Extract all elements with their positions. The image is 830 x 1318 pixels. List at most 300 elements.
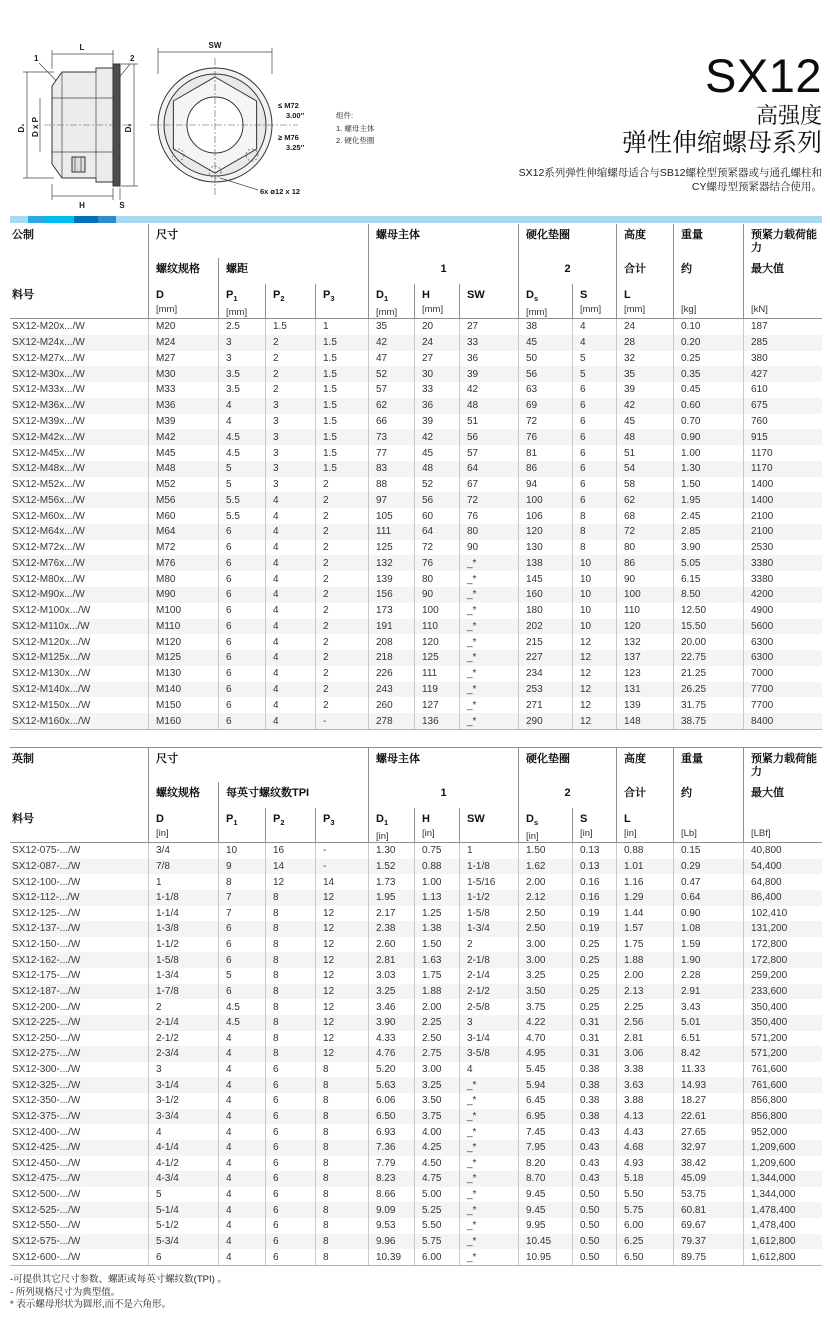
table-row	[10, 398, 822, 414]
value-cell: 3/4	[148, 843, 218, 859]
dim-D1-label: D₁	[17, 123, 26, 133]
value-cell: 6	[218, 634, 265, 650]
value-cell: 10	[572, 619, 616, 635]
table-row	[10, 666, 822, 682]
value-cell: 1.5	[315, 461, 368, 477]
value-cell: 3.03	[368, 968, 414, 984]
part-number-cell: SX12-325-.../W	[12, 1079, 81, 1091]
value-cell: 5-3/4	[148, 1234, 218, 1250]
value-cell: 16	[265, 843, 315, 859]
column-header: [Lb]	[673, 808, 743, 842]
value-cell: 39	[459, 366, 518, 382]
metric-table-body	[10, 319, 822, 730]
value-cell: M130	[148, 666, 218, 682]
value-cell: 6	[218, 952, 265, 968]
value-cell: 6	[265, 1187, 315, 1203]
value-cell: 4.5	[218, 999, 265, 1015]
value-cell: 3380	[743, 555, 822, 571]
part-number-cell: SX12-175-.../W	[12, 970, 81, 982]
value-cell: M30	[148, 366, 218, 382]
bar-segment	[28, 216, 46, 223]
table-row	[10, 874, 822, 890]
value-cell: 234	[518, 666, 572, 682]
value-cell: 4	[218, 1124, 265, 1140]
value-cell: 3380	[743, 571, 822, 587]
value-cell: 8	[315, 1109, 368, 1125]
value-cell: 8	[265, 999, 315, 1015]
value-cell: 8	[265, 921, 315, 937]
value-cell: 7700	[743, 682, 822, 698]
value-cell: _*	[459, 1187, 518, 1203]
value-cell: 0.50	[572, 1249, 616, 1265]
value-cell: 2-1/2	[148, 1031, 218, 1047]
value-cell: 4200	[743, 587, 822, 603]
value-cell: 761,600	[743, 1077, 822, 1093]
value-cell: 8	[572, 540, 616, 556]
approx-label: 约	[673, 782, 743, 808]
value-cell: 131,200	[743, 921, 822, 937]
value-cell: 14	[265, 859, 315, 875]
group-weight: 重量	[673, 748, 743, 782]
value-cell: 6	[218, 555, 265, 571]
value-cell: 72	[518, 414, 572, 430]
value-cell: _*	[459, 650, 518, 666]
value-cell: -	[315, 843, 368, 859]
part-number-cell: SX12-450-.../W	[12, 1157, 81, 1169]
value-cell: 0.38	[572, 1077, 616, 1093]
value-cell: 172,800	[743, 937, 822, 953]
value-cell: 0.50	[572, 1218, 616, 1234]
value-cell: M52	[148, 477, 218, 493]
column-header: $D_s$ [in]	[518, 808, 572, 842]
table-row	[10, 445, 822, 461]
value-cell: 4	[265, 555, 315, 571]
value-cell: 5.75	[616, 1202, 673, 1218]
value-cell: 202	[518, 619, 572, 635]
value-cell: 12	[315, 1015, 368, 1031]
value-cell: 53.75	[673, 1187, 743, 1203]
column-header: $P_2$	[265, 284, 315, 318]
value-cell: 83	[368, 461, 414, 477]
part-number-cell: SX12-275-.../W	[12, 1048, 81, 1060]
value-cell: 1,478,400	[743, 1202, 822, 1218]
value-cell: 180	[518, 603, 572, 619]
value-cell: 67	[459, 477, 518, 493]
value-cell: 4	[265, 650, 315, 666]
washer-number: 2	[518, 782, 616, 808]
value-cell: 0.43	[572, 1124, 616, 1140]
product-name: SX12	[705, 49, 822, 102]
value-cell: 110	[616, 603, 673, 619]
column-header: $P_1$	[218, 808, 265, 842]
value-cell: 0.50	[572, 1202, 616, 1218]
value-cell: _*	[459, 1124, 518, 1140]
part-number-cell: SX12-M33x.../W	[12, 384, 85, 396]
column-header: $P_2$	[265, 808, 315, 842]
column-header: $D_1$ [mm]	[368, 284, 414, 318]
group-preload-capacity: 预紧力载荷能力	[743, 748, 822, 782]
table-row	[10, 697, 822, 713]
value-cell: 6	[572, 429, 616, 445]
value-cell: 7.36	[368, 1140, 414, 1156]
value-cell: 3.75	[518, 999, 572, 1015]
value-cell: 1,612,800	[743, 1234, 822, 1250]
value-cell: 6	[265, 1109, 315, 1125]
value-cell: 0.20	[673, 335, 743, 351]
value-cell: 1.08	[673, 921, 743, 937]
value-cell: 138	[518, 555, 572, 571]
value-cell: 1-1/8	[459, 859, 518, 875]
value-cell: 2	[265, 366, 315, 382]
value-cell: 131	[616, 682, 673, 698]
value-cell: M150	[148, 697, 218, 713]
value-cell: 42	[459, 382, 518, 398]
value-cell: 80	[414, 571, 459, 587]
value-cell: M90	[148, 587, 218, 603]
value-cell: 45	[518, 335, 572, 351]
value-cell: 12	[315, 890, 368, 906]
value-cell: 56	[414, 492, 459, 508]
value-cell: 12	[315, 999, 368, 1015]
group-nut-body: 螺母主体	[368, 224, 518, 258]
value-cell: 12	[572, 634, 616, 650]
value-cell: 8	[315, 1218, 368, 1234]
value-cell: 9	[218, 859, 265, 875]
value-cell: 1.95	[673, 492, 743, 508]
bar-segment	[74, 216, 98, 223]
value-cell: 26.25	[673, 682, 743, 698]
group-nut-body: 螺母主体	[368, 748, 518, 782]
part-number-cell: SX12-M110x.../W	[12, 620, 90, 632]
value-cell: 56	[518, 366, 572, 382]
value-cell: 2.56	[616, 1015, 673, 1031]
value-cell: 4.75	[414, 1171, 459, 1187]
value-cell: 0.25	[572, 952, 616, 968]
value-cell: 4.5	[218, 429, 265, 445]
value-cell: 6	[265, 1093, 315, 1109]
value-cell: 218	[368, 650, 414, 666]
value-cell: 12	[315, 1046, 368, 1062]
value-cell: 148	[616, 713, 673, 729]
value-cell: M64	[148, 524, 218, 540]
value-cell: 4	[218, 398, 265, 414]
value-cell: 63	[518, 382, 572, 398]
value-cell: 6	[265, 1234, 315, 1250]
value-cell: 6	[218, 650, 265, 666]
size-note-small: ≤ M72	[278, 101, 299, 110]
value-cell: 2	[265, 335, 315, 351]
value-cell: 77	[368, 445, 414, 461]
value-cell: 57	[459, 445, 518, 461]
value-cell: 6	[218, 603, 265, 619]
value-cell: M72	[148, 540, 218, 556]
value-cell: _*	[459, 1234, 518, 1250]
value-cell: 3.88	[616, 1093, 673, 1109]
value-cell: 8400	[743, 713, 822, 729]
part-number-cell: SX12-M140x.../W	[12, 683, 91, 695]
part-number-cell: SX12-162-.../W	[12, 954, 81, 966]
title-strength: 高强度	[755, 102, 822, 128]
value-cell: 2	[315, 477, 368, 493]
value-cell: 9.96	[368, 1234, 414, 1250]
value-cell: 6	[218, 937, 265, 953]
part-number-cell: SX12-M30x.../W	[12, 368, 85, 380]
value-cell: 3.06	[616, 1046, 673, 1062]
value-cell: _*	[459, 619, 518, 635]
part-number-cell: SX12-M60x.../W	[12, 510, 85, 522]
value-cell: 14.93	[673, 1077, 743, 1093]
value-cell: 4	[218, 1171, 265, 1187]
value-cell: 1.50	[414, 937, 459, 953]
value-cell: 8	[265, 1015, 315, 1031]
value-cell: 4	[218, 1202, 265, 1218]
value-cell: 8	[315, 1171, 368, 1187]
value-cell: 12	[572, 650, 616, 666]
part-number-cell: SX12-425-.../W	[12, 1142, 81, 1154]
value-cell: 8	[218, 874, 265, 890]
table-row	[10, 906, 822, 922]
value-cell: 6.50	[368, 1109, 414, 1125]
value-cell: 4	[218, 1109, 265, 1125]
value-cell: 130	[518, 540, 572, 556]
value-cell: 24	[616, 319, 673, 335]
value-cell: 3	[265, 414, 315, 430]
value-cell: 81	[518, 445, 572, 461]
value-cell: 4	[265, 619, 315, 635]
value-cell: 4	[265, 603, 315, 619]
value-cell: M140	[148, 682, 218, 698]
part-number-cell: SX12-225-.../W	[12, 1017, 81, 1029]
value-cell: 2.45	[673, 508, 743, 524]
value-cell: 6.25	[616, 1234, 673, 1250]
value-cell: 76	[414, 555, 459, 571]
value-cell: 1.5	[315, 398, 368, 414]
table-row	[10, 587, 822, 603]
table-row	[10, 540, 822, 556]
series-description	[519, 166, 822, 194]
series-description-line2: CY螺母型预紧器结合使用。	[691, 181, 822, 194]
value-cell: 1	[148, 874, 218, 890]
value-cell: 1170	[743, 445, 822, 461]
value-cell: 8.70	[518, 1171, 572, 1187]
value-cell: 0.25	[572, 937, 616, 953]
value-cell: 76	[518, 429, 572, 445]
value-cell: 89.75	[673, 1249, 743, 1265]
footnote-2: - 所列规格尺寸为典型值。	[10, 1286, 121, 1298]
value-cell: 6	[265, 1249, 315, 1265]
value-cell: 123	[616, 666, 673, 682]
table-row	[10, 1218, 822, 1234]
value-cell: _*	[459, 1249, 518, 1265]
value-cell: 36	[459, 351, 518, 367]
value-cell: 6	[218, 540, 265, 556]
value-cell: 5	[572, 351, 616, 367]
value-cell: 94	[518, 477, 572, 493]
value-cell: 2100	[743, 508, 822, 524]
table-row	[10, 366, 822, 382]
value-cell: 64	[459, 461, 518, 477]
value-cell: 5	[218, 461, 265, 477]
value-cell: 6	[218, 984, 265, 1000]
value-cell: 2	[148, 999, 218, 1015]
part-number-cell: SX12-300-.../W	[12, 1064, 81, 1076]
value-cell: 3	[218, 351, 265, 367]
value-cell: 1-1/2	[459, 890, 518, 906]
value-cell: 5.01	[673, 1015, 743, 1031]
value-cell: M56	[148, 492, 218, 508]
column-header: L [mm]	[616, 284, 673, 318]
value-cell: 350,400	[743, 1015, 822, 1031]
value-cell: 915	[743, 429, 822, 445]
value-cell: 48	[459, 398, 518, 414]
value-cell: M100	[148, 603, 218, 619]
table-row	[10, 492, 822, 508]
value-cell: 2	[315, 571, 368, 587]
value-cell: 2100	[743, 524, 822, 540]
value-cell: 2.50	[414, 1031, 459, 1047]
value-cell: 5.63	[368, 1077, 414, 1093]
part-number-cell: SX12-525-.../W	[12, 1204, 81, 1216]
value-cell: 0.43	[572, 1156, 616, 1172]
value-cell: 2.60	[368, 937, 414, 953]
value-cell: 6.50	[616, 1249, 673, 1265]
value-cell: 60	[414, 508, 459, 524]
value-cell: 3.00	[518, 952, 572, 968]
value-cell: 290	[518, 713, 572, 729]
value-cell: 7.95	[518, 1140, 572, 1156]
table-row	[10, 1202, 822, 1218]
value-cell: -	[315, 713, 368, 729]
value-cell: 1-3/4	[459, 921, 518, 937]
value-cell: _*	[459, 1202, 518, 1218]
value-cell: 3.50	[518, 984, 572, 1000]
column-header: SW	[459, 284, 518, 318]
value-cell: 90	[414, 587, 459, 603]
value-cell: 1.95	[368, 890, 414, 906]
value-cell: 3	[265, 477, 315, 493]
part-number-cell: SX12-475-.../W	[12, 1173, 81, 1185]
value-cell: 227	[518, 650, 572, 666]
value-cell: 3.00	[518, 937, 572, 953]
value-cell: 39	[414, 414, 459, 430]
part-number-cell: SX12-375-.../W	[12, 1110, 81, 1122]
value-cell: 7	[218, 890, 265, 906]
value-cell: 4	[218, 1077, 265, 1093]
column-header: H [mm]	[414, 284, 459, 318]
value-cell: 22.61	[673, 1109, 743, 1125]
value-cell: 97	[368, 492, 414, 508]
value-cell: 5600	[743, 619, 822, 635]
part-number-cell: SX12-087-.../W	[12, 860, 81, 872]
value-cell: 760	[743, 414, 822, 430]
value-cell: 1.16	[616, 874, 673, 890]
value-cell: 1.50	[518, 843, 572, 859]
part-number-cell: SX12-M39x.../W	[12, 415, 85, 427]
value-cell: 10	[218, 843, 265, 859]
column-header: [kN]	[743, 284, 822, 318]
part-number-cell: SX12-187-.../W	[12, 985, 81, 997]
value-cell: 15.50	[673, 619, 743, 635]
part-number-cell: SX12-600-.../W	[12, 1251, 81, 1263]
value-cell: 271	[518, 697, 572, 713]
value-cell: 12	[572, 666, 616, 682]
value-cell: 12	[315, 1031, 368, 1047]
region-label: 公制	[12, 229, 34, 241]
value-cell: 20	[414, 319, 459, 335]
value-cell: 1.5	[315, 351, 368, 367]
value-cell: 4900	[743, 603, 822, 619]
value-cell: 1.59	[673, 937, 743, 953]
value-cell: 8.23	[368, 1171, 414, 1187]
value-cell: 187	[743, 319, 822, 335]
value-cell: 172,800	[743, 952, 822, 968]
value-cell: 6.45	[518, 1093, 572, 1109]
value-cell: M60	[148, 508, 218, 524]
value-cell: 6	[572, 477, 616, 493]
value-cell: 64	[414, 524, 459, 540]
value-cell: 4	[265, 713, 315, 729]
value-cell: 4	[218, 1140, 265, 1156]
value-cell: M33	[148, 382, 218, 398]
value-cell: 0.31	[572, 1031, 616, 1047]
value-cell: _*	[459, 1140, 518, 1156]
value-cell: 1.52	[368, 859, 414, 875]
value-cell: 12.50	[673, 603, 743, 619]
value-cell: 125	[414, 650, 459, 666]
value-cell: 260	[368, 697, 414, 713]
part-number-cell: SX12-M125x.../W	[12, 652, 91, 664]
value-cell: 6	[218, 619, 265, 635]
value-cell: 0.15	[673, 843, 743, 859]
value-cell: 1.63	[414, 952, 459, 968]
value-cell: 4	[265, 666, 315, 682]
value-cell: 5-1/2	[148, 1218, 218, 1234]
value-cell: 0.50	[572, 1234, 616, 1250]
value-cell: 3	[265, 398, 315, 414]
value-cell: 4	[218, 1156, 265, 1172]
table-row	[10, 1171, 822, 1187]
value-cell: 80	[459, 524, 518, 540]
value-cell: 0.45	[673, 382, 743, 398]
value-cell: 4.5	[218, 445, 265, 461]
value-cell: 2.50	[518, 906, 572, 922]
value-cell: 2	[315, 587, 368, 603]
value-cell: 1-3/4	[148, 968, 218, 984]
value-cell: 4	[572, 335, 616, 351]
value-cell: 3.63	[616, 1077, 673, 1093]
value-cell: 2	[459, 937, 518, 953]
value-cell: 35	[368, 319, 414, 335]
value-cell: 4	[218, 1046, 265, 1062]
value-cell: 226	[368, 666, 414, 682]
value-cell: M20	[148, 319, 218, 335]
value-cell: 2.17	[368, 906, 414, 922]
column-header: H [in]	[414, 808, 459, 842]
value-cell: _*	[459, 571, 518, 587]
value-cell: 5.5	[218, 508, 265, 524]
value-cell: 4	[218, 1062, 265, 1078]
value-cell: _*	[459, 1077, 518, 1093]
value-cell: 8	[265, 968, 315, 984]
value-cell: 6	[572, 382, 616, 398]
value-cell: 191	[368, 619, 414, 635]
value-cell: 2.25	[616, 999, 673, 1015]
part-number-cell: SX12-M56x.../W	[12, 494, 85, 506]
technical-drawing	[10, 38, 430, 213]
value-cell: 0.38	[572, 1109, 616, 1125]
value-cell: 62	[616, 492, 673, 508]
value-cell: 60.81	[673, 1202, 743, 1218]
